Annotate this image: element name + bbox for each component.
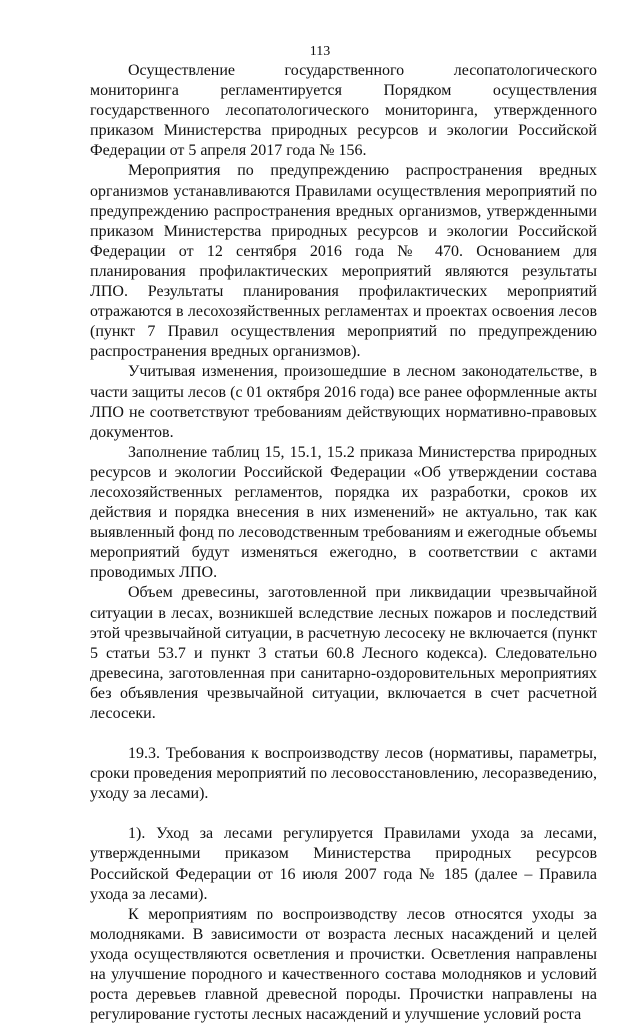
paragraph-monitoring: Осуществление государственного лесопатологического мониторинга регламентируется Порядком осуществления государственного лесопатологического мониторинга, утвержденного приказом Министерства природных ресурсов и экологии Российской Федерации от 5 апреля 2017 года № 156. <box>90 62 597 160</box>
paragraph-timber-volume: Объем древесины, заготовленной при ликвидации чрезвычайной ситуации в лесах, возникшей вследствие лесных пожаров и последствий этой чрезвычайной ситуации, в расчетную лесосеку не включается (пункт 5 статьи 53.7 и пункт 3 статьи 60.8 Лесного кодекса). Следовательно древесина, заготовленная при санитарно-оздоровительных мероприятиях без объявления чрезвычайной ситуации, включается в счет расчетной лесосеки. <box>90 584 597 722</box>
paragraph-tables-filling: Заполнение таблиц 15, 15.1, 15.2 приказа Министерства природных ресурсов и экологии Российской Федерации «Об утверждении состава лесохозяйственных регламентов, порядка их разработки, сроков их действия и порядка внесения в них изменений» не актуально, так как выявленный фонд по лесоводственным требованиям и ежегодные объемы мероприятий будут изменяться ежегодно, в соответствии с актами проводимых ЛПО. <box>90 443 597 582</box>
paragraph-pest-prevention: Мероприятия по предупреждению распространения вредных организмов устанавливаются Правилами осуществления мероприятий по предупреждению распространения вредных организмов, утвержденными приказом Министерства природных ресурсов и экологии Российской Федерации от 12 сентября 2016 года № 470. Основанием для планирования профилактических мероприятий являются результаты ЛПО. Результаты планирования профилактических мероприятий отражаются в лесохозяйственных регламентах и проектах освоения лесов (пункт 7 Правил осуществления мероприятий по предупреждению распространения вредных организмов). <box>90 162 597 361</box>
paragraph-reproduction-measures: К мероприятиям по воспроизводству лесов относятся уходы за молодняками. В зависимости от возраста лесных насаждений и целей ухода осуществляются осветления и прочистки. Осветления направлены на улучшение породного и качественного состава молодняков и условий роста деревьев главной древесной породы. Прочистки направлены на регулирование густоты лесных насаждений и улучшение условий роста <box>90 905 597 1024</box>
section-heading-19-3: 19.3. Требования к воспроизводству лесов (нормативы, параметры, сроки проведения мероприятий по лесовосстановлению, лесоразведению, уходу за лесами). <box>90 745 597 803</box>
paragraph-legislation-changes: Учитывая изменения, произошедшие в лесном законодательстве, в части защиты лесов (с 01 октября 2016 года) все ранее оформленные акты ЛПО не соответствуют требованиям действующих нормативно-правовых документов. <box>90 363 597 441</box>
document-body <box>90 61 597 1025</box>
paragraph-forest-care: 1). Уход за лесами регулируется Правилами ухода за лесами, утвержденными приказом Министерства природных ресурсов Российской Федерации от 16 июля 2007 года № 185 (далее – Правила ухода за лесами). <box>90 825 597 903</box>
page-number: 113 <box>309 44 331 59</box>
